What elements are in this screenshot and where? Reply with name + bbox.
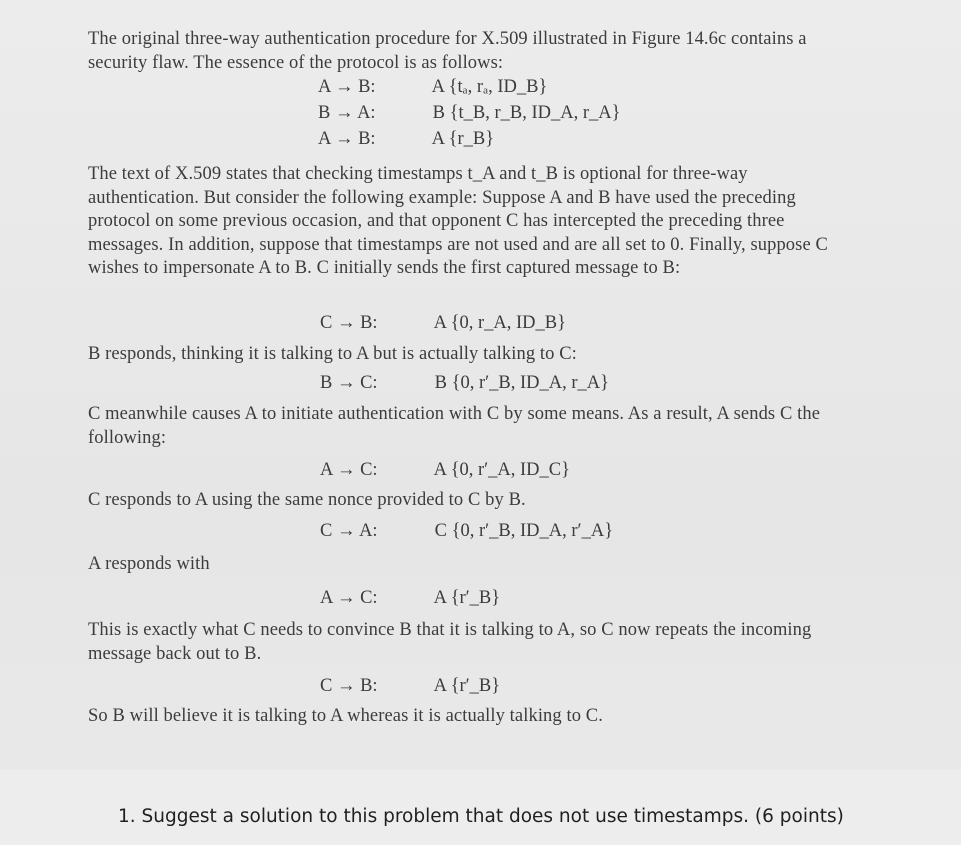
a-responds-paragraph: A responds with bbox=[88, 554, 210, 574]
attack-step-2-message: B {0, r′_B, ID_A, r_A} bbox=[434, 373, 610, 393]
attack-step-2-direction: B → C: bbox=[320, 373, 378, 393]
attack-step-5 bbox=[320, 588, 500, 609]
attack-step-6-direction: C → B: bbox=[320, 676, 378, 696]
attack-step-4-direction: C → A: bbox=[320, 521, 378, 541]
protocol-step-1-message: A {tₐ, rₐ, ID_B} bbox=[431, 77, 548, 97]
attack-step-3-message: A {0, r′_A, ID_C} bbox=[433, 460, 571, 480]
attack-step-1 bbox=[320, 313, 566, 334]
c-meanwhile-paragraph: C meanwhile causes A to initiate authentication with C by some means. As a result, A sends C the following: bbox=[88, 404, 821, 448]
attack-step-6 bbox=[320, 676, 500, 697]
protocol-step-2-message: B {t_B, r_B, ID_A, r_A} bbox=[432, 103, 621, 123]
conclusion-paragraph: So B will believe it is talking to A whereas it is actually talking to C. bbox=[88, 706, 603, 726]
attack-step-2 bbox=[320, 373, 609, 394]
c-responds-paragraph: C responds to A using the same nonce provided to C by B. bbox=[88, 490, 526, 510]
repeat-paragraph: This is exactly what C needs to convince B that it is talking to A, so C now repeats the incoming message back out to B. bbox=[88, 620, 812, 664]
protocol-step-3-direction: A → B: bbox=[318, 129, 376, 149]
attack-step-5-message: A {r′_B} bbox=[433, 588, 501, 608]
protocol-step-3-message: A {r_B} bbox=[431, 129, 495, 149]
attack-step-5-direction: A → C: bbox=[320, 588, 378, 608]
protocol-step-1-direction: A → B: bbox=[318, 77, 376, 97]
attack-step-4-message: C {0, r′_B, ID_A, r′_A} bbox=[434, 521, 614, 541]
attack-step-3-direction: A → C: bbox=[320, 460, 378, 480]
intro-paragraph: The original three-way authentication procedure for X.509 illustrated in Figure 14.6c contains a security flaw. The essence of the protocol is as follows: bbox=[88, 29, 807, 73]
protocol-step-2-direction: B → A: bbox=[318, 103, 376, 123]
attack-step-6-message: A {r′_B} bbox=[433, 676, 501, 696]
attack-step-4 bbox=[320, 521, 613, 542]
attack-step-1-message: A {0, r_A, ID_B} bbox=[433, 313, 566, 333]
protocol-step-1 bbox=[318, 77, 547, 98]
protocol-step-3 bbox=[318, 129, 494, 150]
question-text: 1. Suggest a solution to this problem that does not use timestamps. (6 points) bbox=[118, 806, 844, 827]
attack-step-3 bbox=[320, 460, 570, 481]
attack-step-1-direction: C → B: bbox=[320, 313, 378, 333]
attack-description-paragraph: The text of X.509 states that checking timestamps t_A and t_B is optional for three-way authentication. But consider the following example: Suppose A and B have used the preceding protocol on some previous occasion, and that opponent C has intercepted the preceding three messages. In addition, suppose that timestamps are not used and are all set to 0. Finally, suppose C wishes to impersonate A to B. C initially sends the first captured message to B: bbox=[88, 164, 828, 278]
protocol-step-2 bbox=[318, 103, 620, 124]
b-responds-paragraph: B responds, thinking it is talking to A but is actually talking to C: bbox=[88, 344, 577, 364]
